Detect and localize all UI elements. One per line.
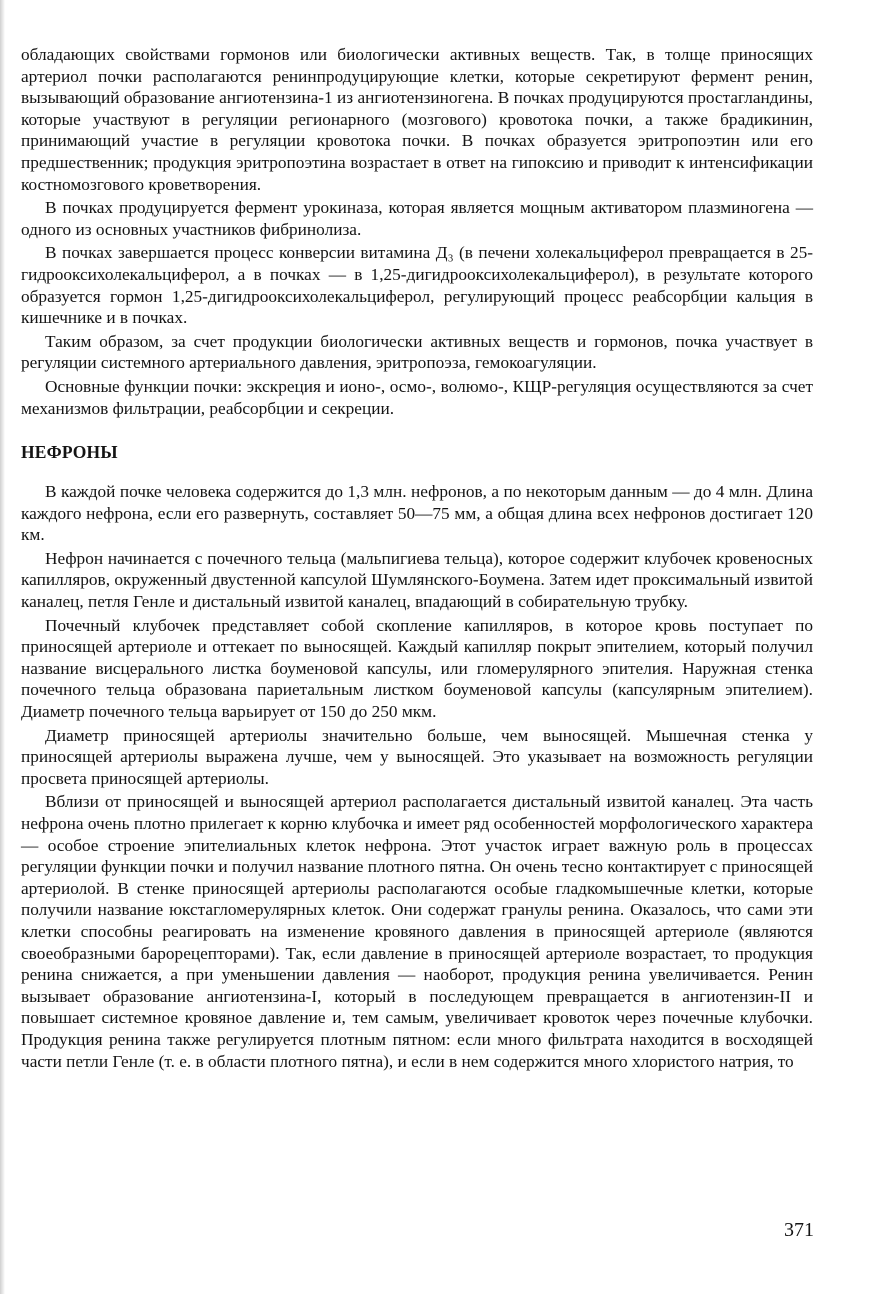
paragraph-urokinase: В почках продуцируется фермент урокиназа, которая является мощным активатором плазминогена — одного из основных участников фибринолиза.	[21, 198, 813, 239]
paragraph-continuation: обладающих свойствами гормонов или биологически активных веществ. Так, в толще приносящих артериол почки располагаются ренинпродуцирующие клетки, которые секретируют фермент ренин, вызывающий образование ангиотензина-1 из ангиотензиногена. В почках продуцируются простагландины, которые участвуют в регуляции регионарного (мозгового) кровотока почки, а также брадикинин, принимающий участие в регуляции кровотока почки. В почках образуется эритропоэтин или его предшественник; продукция эритропоэтина возрастает в ответ на гипоксию и приводит к интенсификации костномозгового кроветворения.	[21, 45, 813, 194]
section-heading: НЕФРОНЫ	[21, 442, 118, 463]
paragraph-arteriole-diameter: Диаметр приносящей артериолы значительно больше, чем выносящей. Мышечная стенка у приносящей артериолы выражена лучше, чем у выносящей. Это указывает на возможность регуляции просвета приносящей артериолы.	[21, 725, 813, 788]
paragraph-macula-densa: Вблизи от приносящей и выносящей артериол располагается дистальный извитой каналец. Эта часть нефрона очень плотно прилегает к корню клубочка и имеет ряд особенностей морфологического характера — особое строение эпителиальных клеток нефрона. Этот участок играет важную роль в процессах регуляции функции почки и получил название плотного пятна. Он очень тесно контактирует с приносящей артериолой. В стенке приносящей артериолы располагаются особые гладкомышечные клетки, которые получили название юкстагломерулярных клеток. Они содержат гранулы ренина. Оказалось, что сами эти клетки способны реагировать на изменение кровяного давления в приносящей артериоле (являются своеобразными барорецепторами). Так, если давление в приносящей артериоле возрастает, то продукция ренина снижается, а при уменьшении давления — наоборот, продукция ренина увеличивается. Ренин вызывает образование ангиотензина-I, который в последующем превращается в ангиотензин-II и повышает системное кровяное давление и, тем самым, увеличивает кровоток через почечные клубочки. Продукция ренина также регулируется плотным пятном: если много фильтрата находится в восходящей части петли Генле (т. е. в области плотного пятна), и если в нем содержится много хлористого натрия, то	[21, 792, 813, 1071]
paragraph-summary: Таким образом, за счет продукции биологически активных веществ и гормонов, почка участвует в регуляции системного артериального давления, эритропоэза, гемокоагуляции.	[21, 331, 813, 373]
page-number: 371	[784, 1219, 814, 1241]
paragraph-nephron-count: В каждой почке человека содержится до 1,3 млн. нефронов, а по некоторым данным — до 4 млн. Длина каждого нефрона, если его развернуть, составляет 50—75 мм, а общая длина всех нефронов достигает 120 км.	[21, 482, 813, 545]
page-text	[21, 44, 813, 1072]
paragraph-glomerulus: Почечный клубочек представляет собой скопление капилляров, в которое кровь поступает по приносящей артериоле и оттекает по выносящей. Каждый капилляр покрыт эпителием, который получил название висцерального листка боуменовой капсулы, или гломерулярного эпителия. Наружная стенка почечного тельца образована париетальным листком боуменовой капсулы (капсулярным эпителием). Диаметр почечного тельца варьирует от 150 до 250 мкм.	[21, 615, 813, 722]
scan-edge-shadow	[0, 0, 5, 1294]
paragraph-vitamin-d: В почках завершается процесс конверсии витамина Д₃ (в печени холекальциферол превращается в 25-гидрооксихолекальциферол, а в почках — в 1,25-дигидрооксихолекальциферол), в результате которого образуется гормон 1,25-дигидрооксихолекальциферол, регулирующий процесс реабсорбции кальция в кишечнике и в почках.	[21, 243, 813, 328]
paragraph-nephron-structure: Нефрон начинается с почечного тельца (мальпигиева тельца), которое содержит клубочек кровеносных капилляров, окруженный двустенной капсулой Шумлянского-Боумена. Затем идет проксимальный извитой каналец, петля Генле и дистальный извитой каналец, впадающий в собирательную трубку.	[21, 548, 813, 612]
paragraph-main-functions: Основные функции почки: экскреция и ионо-, осмо-, волюмо-, КЩР-регуляция осуществляются за счет механизмов фильтрации, реабсорбции и секреции.	[21, 376, 813, 418]
